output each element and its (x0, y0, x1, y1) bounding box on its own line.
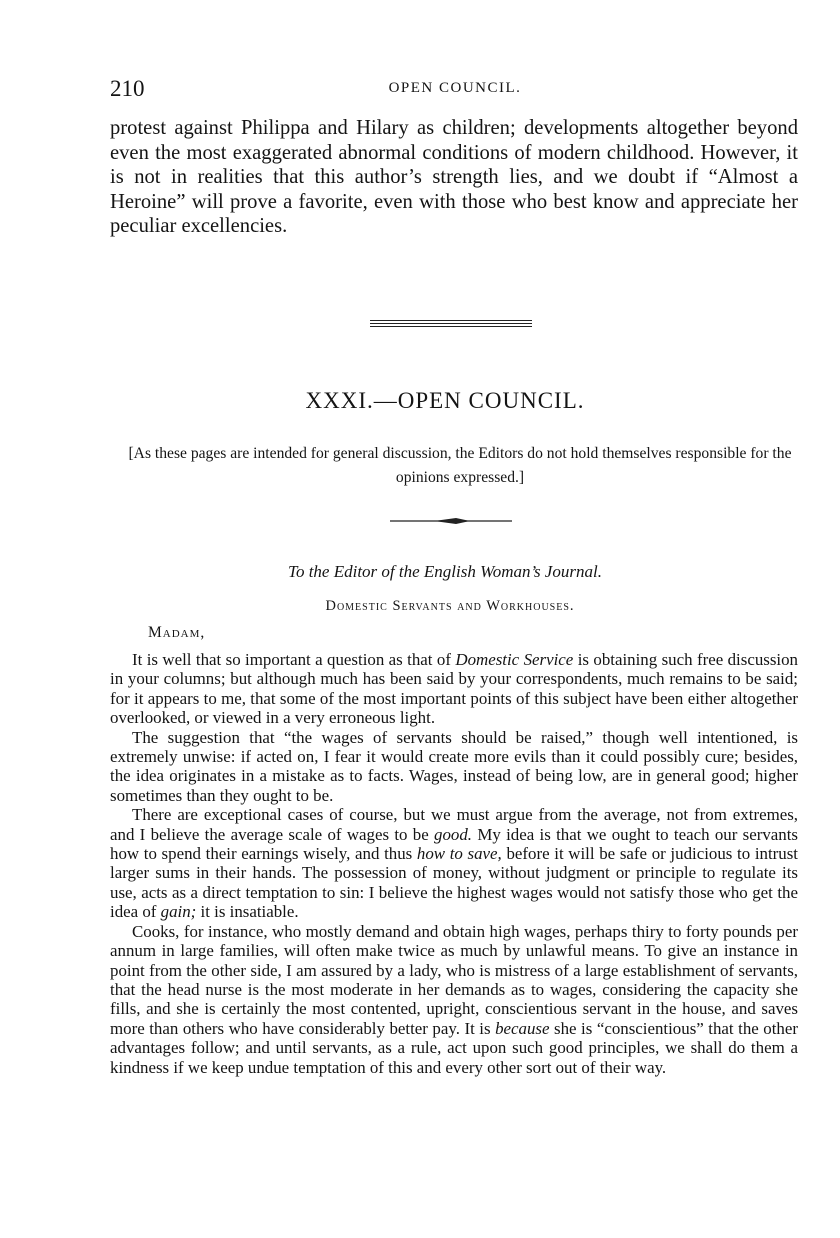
letter-body (110, 650, 798, 1077)
section-title: XXXI.—OPEN COUNCIL. (305, 388, 585, 413)
running-head (110, 76, 800, 106)
letter-salutation: Madam, (148, 624, 206, 641)
previous-article-ending: protest against Philippa and Hilary as children; developments altogether beyond even the most exaggerated abnormal conditions of modern childhood. However, it is not in realities that this author’s strength lies, and we doubt if “Almost a Heroine” will prove a favorite, even with those who best know and appreciate her peculiar excellencies. (110, 117, 798, 238)
paragraph-3: There are exceptional cases of course, but we must argue from the average, not from extremes, and I believe the average scale of wages to be good. My idea is that we ought to teach our servants how to spend their earnings wisely, and thus how to save, before it will be safe or judicious to intrust larger sums in their hands. The possession of money, without judgment or principle to regulate its use, acts as a direct temptation to sin: I believe the highest wages would not satisfy those who get the idea of gain; it is insatiable. (110, 805, 799, 922)
paragraph-2: The suggestion that “the wages of servants should be raised,” though well intentioned, is extremely unwise: if acted on, I fear it would create more evils than it could possibly cure; besides, the idea originates in a mistake as to facts. Wages, instead of being low, are in general good; higher sometimes than they ought to be. (110, 727, 798, 805)
letter-heading: Domestic Servants and Workhouses. (325, 598, 575, 614)
editorial-disclaimer: [As these pages are intended for general discussion, the Editors do not hold themselves responsible for the opinions expressed.] (128, 445, 792, 486)
section-divider-rule (370, 320, 532, 328)
page-number: 210 (110, 76, 145, 101)
paragraph-4: Cooks, for instance, who mostly demand and obtain high wages, perhaps thiry to forty pounds per annum in large families, will often make twice as much by unlawful means. To give an instance in point from the other side, I am assured by a lady, who is mistress of a large establishment of servants, that the head nurse is the most moderate in her demands as to wages, considering the capacity she fills, and she is certainly the most contented, upright, conscientious servant in the house, and saves more than others who have considerably better pay. It is because she is “conscientious” that the other advantages follow; and until servants, as a rule, act upon such good principles, we shall do them a kindness if we keep undue temptation of this and every other sort out of their way. (110, 921, 798, 1077)
letter-addressee: To the Editor of the English Woman’s Journal. (288, 562, 602, 581)
ornament-dash-icon (390, 514, 512, 528)
paragraph-1: It is well that so important a question as that of Domestic Service is obtaining such free discussion in your columns; but although much has been said by your correspondents, much remains to be said; for it appears to me, that some of the most important points of this subject have been either altogether overlooked, or viewed in a very erroneous light. (110, 650, 798, 728)
running-title: OPEN COUNCIL. (388, 80, 522, 96)
